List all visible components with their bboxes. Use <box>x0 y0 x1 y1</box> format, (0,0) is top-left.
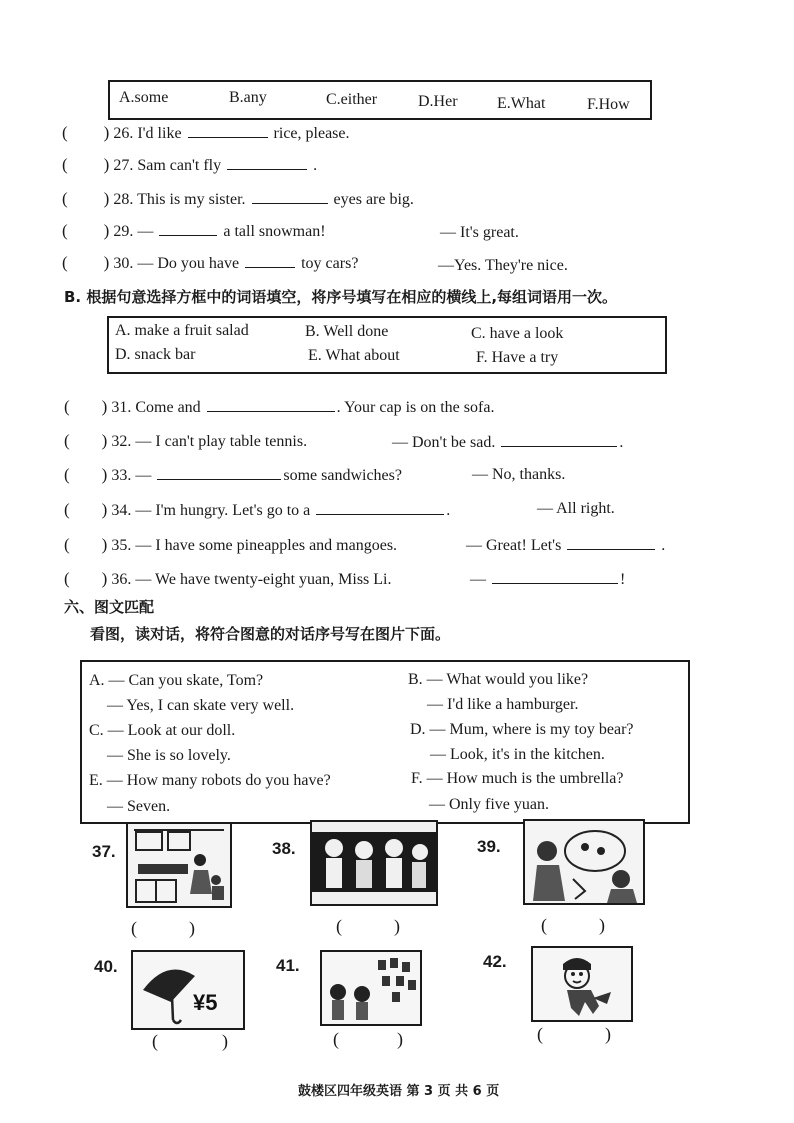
picture-number: 38. <box>272 839 296 858</box>
question-36 <box>64 569 392 589</box>
dialogue-f-line2: — Only five yuan. <box>429 796 549 813</box>
umbrella-icon <box>133 952 243 1028</box>
page-footer: 鼓楼区四年级英语 第 3 页 共 6 页 <box>298 1084 500 1099</box>
picture-kitchen <box>126 822 232 908</box>
question-text: toy cars? <box>301 255 359 272</box>
dialogue-d-line2: — Look, it's in the kitchen. <box>430 746 605 763</box>
reply-32 <box>392 432 623 452</box>
reply-text: — <box>470 571 486 588</box>
answer-blank[interactable] <box>492 569 618 584</box>
answer-blank[interactable] <box>567 535 655 550</box>
question-number: 28. <box>113 191 134 208</box>
robots-illustration <box>322 952 420 1024</box>
picture-food <box>523 819 645 905</box>
dialogue-a-line1: A. — Can you skate, Tom? <box>89 672 264 689</box>
price-label: ¥5 <box>193 990 218 1015</box>
question-number: 27. <box>113 157 134 174</box>
answer-paren-open[interactable]: ( <box>64 431 70 450</box>
answer-blank[interactable] <box>159 221 217 236</box>
reply-text: ! <box>620 571 626 588</box>
phrase-option: F. Have a try <box>476 349 559 366</box>
answer-paren-close: ) <box>103 155 110 174</box>
boy-illustration <box>533 948 631 1020</box>
question-34 <box>64 500 450 520</box>
picture-answer-37[interactable]: ( ) <box>131 918 195 938</box>
dialogue-e-line1: E. — How many robots do you have? <box>89 772 331 789</box>
word-box-a <box>108 80 652 120</box>
question-text: . Your cap is on the sofa. <box>336 399 495 416</box>
question-number: 30. <box>113 255 134 272</box>
section-six-title: 六、图文匹配 <box>64 598 155 616</box>
question-number: 34. <box>111 502 132 519</box>
question-number: 32. <box>111 433 132 450</box>
word-option: D.Her <box>418 93 458 110</box>
question-text: — <box>137 223 154 240</box>
answer-paren-close: ) <box>103 123 110 142</box>
question-number: 26. <box>113 125 134 142</box>
answer-paren-close: ) <box>101 465 108 484</box>
answer-blank[interactable] <box>245 253 295 268</box>
phrase-option: A. make a fruit salad <box>115 322 249 339</box>
dialogue-b-line1: B. — What would you like? <box>408 671 589 688</box>
word-option: C.either <box>326 91 378 108</box>
picture-robots <box>320 950 422 1026</box>
answer-paren-open[interactable]: ( <box>62 155 68 174</box>
picture-number: 40. <box>94 957 118 976</box>
section-b-instruction: B. 根据句意选择方框中的词语填空，将序号填写在相应的横线上,每组词语用一次。 <box>64 288 618 306</box>
answer-paren-close: ) <box>101 431 108 450</box>
question-text: . <box>313 157 318 174</box>
question-text: — I have some pineapples and mangoes. <box>135 537 398 554</box>
reply-35 <box>466 535 665 555</box>
word-option: F.How <box>587 96 630 113</box>
question-number: 36. <box>111 571 132 588</box>
question-30 <box>62 253 358 273</box>
answer-blank[interactable] <box>157 465 281 480</box>
picture-umbrella <box>131 950 245 1030</box>
question-text: — I'm hungry. Let's go to a <box>135 502 311 519</box>
answer-blank[interactable] <box>252 189 328 204</box>
word-option: B.any <box>229 89 267 106</box>
answer-paren-open[interactable]: ( <box>64 569 70 588</box>
answer-blank[interactable] <box>227 155 307 170</box>
section-six-instruction: 看图，读对话，将符合图意的对话序号写在图片下面。 <box>90 625 451 643</box>
question-text: a tall snowman! <box>223 223 326 240</box>
picture-people-group <box>310 820 438 906</box>
reply-text: . <box>619 434 624 451</box>
children-illustration <box>312 822 436 904</box>
reply-33: — No, thanks. <box>472 466 566 483</box>
picture-number: 41. <box>276 956 300 975</box>
phrase-option: D. snack bar <box>115 346 196 363</box>
answer-blank[interactable] <box>316 500 444 515</box>
picture-number: 37. <box>92 842 116 861</box>
question-text: some sandwiches? <box>283 467 402 484</box>
question-text: eyes are big. <box>333 191 414 208</box>
answer-blank[interactable] <box>207 397 335 412</box>
reply-29: — It's great. <box>440 224 519 241</box>
dialogue-b-line2: — I'd like a hamburger. <box>427 696 579 713</box>
reply-text: . <box>661 537 666 554</box>
picture-boy-skating <box>531 946 633 1022</box>
question-35 <box>64 535 397 555</box>
question-text: — <box>135 467 152 484</box>
answer-paren-open[interactable]: ( <box>62 123 68 142</box>
picture-answer-42[interactable]: ( ) <box>537 1024 611 1044</box>
answer-paren-close: ) <box>103 253 110 272</box>
question-text: . <box>446 502 451 519</box>
dialogue-c-line2: — She is so lovely. <box>107 747 231 764</box>
kitchen-illustration <box>128 824 230 906</box>
answer-paren-open[interactable]: ( <box>62 253 68 272</box>
answer-paren-open[interactable]: ( <box>64 397 70 416</box>
answer-paren-open[interactable]: ( <box>62 189 68 208</box>
picture-number: 42. <box>483 952 507 971</box>
dialogue-c-line1: C. — Look at our doll. <box>89 722 236 739</box>
question-31 <box>64 397 494 417</box>
reply-36 <box>470 569 625 589</box>
word-option: E.What <box>497 95 546 112</box>
phrase-option: C. have a look <box>471 325 564 342</box>
answer-blank[interactable] <box>188 123 268 138</box>
dialogue-d-line1: D. — Mum, where is my toy bear? <box>410 721 634 738</box>
question-text: This is my sister. <box>137 191 246 208</box>
answer-paren-close: ) <box>101 397 108 416</box>
phrase-option: B. Well done <box>305 323 389 340</box>
picture-answer-40[interactable]: ( ) <box>152 1031 228 1051</box>
dialogue-f-line1: F. — How much is the umbrella? <box>411 770 624 787</box>
question-text: — Do you have <box>137 255 240 272</box>
reply-34: — All right. <box>537 500 615 517</box>
phrase-option: E. What about <box>308 347 400 364</box>
question-text: — We have twenty-eight yuan, Miss Li. <box>135 571 392 588</box>
question-text: I'd like <box>137 125 182 142</box>
question-text: rice, please. <box>273 125 350 142</box>
reply-text: — Don't be sad. <box>392 434 496 451</box>
answer-paren-open[interactable]: ( <box>64 500 70 519</box>
reply-text: — Great! Let's <box>466 537 562 554</box>
question-text: — I can't play table tennis. <box>135 433 308 450</box>
question-number: 29. <box>113 223 134 240</box>
question-27 <box>62 155 317 175</box>
answer-paren-close: ) <box>101 535 108 554</box>
question-26 <box>62 123 350 143</box>
question-number: 33. <box>111 467 132 484</box>
question-text: Come and <box>135 399 201 416</box>
answer-paren-close: ) <box>101 569 108 588</box>
answer-paren-open[interactable]: ( <box>64 465 70 484</box>
word-option: A.some <box>119 89 169 106</box>
picture-answer-38[interactable]: ( ) <box>336 916 400 936</box>
question-28 <box>62 189 414 209</box>
dialogue-e-line2: — Seven. <box>107 798 171 815</box>
answer-paren-close: ) <box>103 189 110 208</box>
picture-number: 39. <box>477 837 501 856</box>
reply-30: —Yes. They're nice. <box>438 257 568 274</box>
question-29 <box>62 221 326 241</box>
answer-paren-open[interactable]: ( <box>62 221 68 240</box>
question-text: Sam can't fly <box>137 157 222 174</box>
answer-blank[interactable] <box>501 432 617 447</box>
food-illustration <box>525 821 643 903</box>
picture-answer-41[interactable]: ( ) <box>333 1029 403 1049</box>
answer-paren-close: ) <box>103 221 110 240</box>
question-number: 31. <box>111 399 132 416</box>
question-32 <box>64 431 307 451</box>
answer-paren-open[interactable]: ( <box>64 535 70 554</box>
dialogue-a-line2: — Yes, I can skate very well. <box>107 697 295 714</box>
picture-answer-39[interactable]: ( ) <box>541 915 605 935</box>
answer-paren-close: ) <box>101 500 108 519</box>
question-33 <box>64 465 402 485</box>
question-number: 35. <box>111 537 132 554</box>
